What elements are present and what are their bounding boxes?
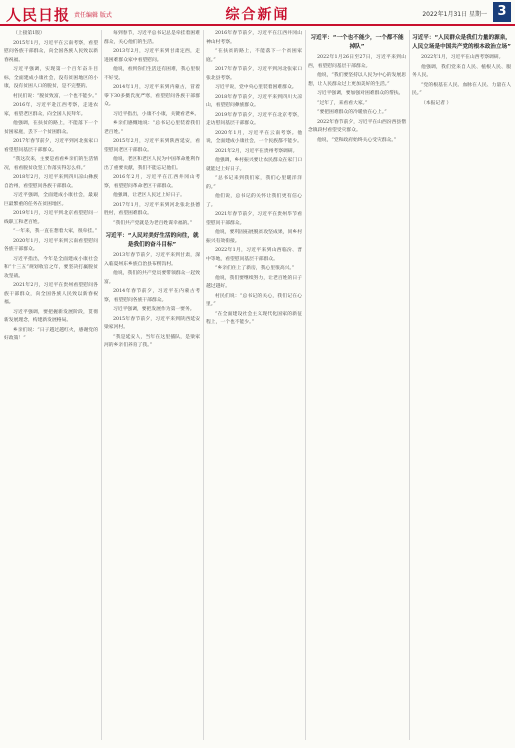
- article-3-para-2: 他说，我们的共产党员要带领群众一起致富。: [104, 271, 200, 285]
- article-1-para-4: 村民们说：“脱贫致富，一个也不能少。”: [13, 93, 98, 99]
- column-divider: [101, 30, 102, 740]
- article-2-para-9: 2016年2月，习近平在江西井冈山考察，看望慰问革命老区干部群众。: [104, 175, 200, 189]
- article-1-para-1: （上接第1版）: [13, 31, 45, 36]
- article-4-para-5: 他们说，总书记的关怀让我们更有信心了。: [206, 194, 302, 208]
- column-divider: [409, 30, 410, 740]
- article-5-para-5: “要把困难群众的冷暖放在心上。”: [317, 110, 387, 115]
- article-5-para-3: 习近平强调，要加强对困难群众的帮扶。: [317, 91, 404, 96]
- article-1-para-17: 乡亲们说：“日子越过越红火，感谢党的好政策！”: [4, 327, 98, 341]
- article-3-para-11: 2018年春节前夕，习近平来到四川大凉山，看望慰问彝族群众。: [206, 94, 302, 108]
- column-1: [4, 30, 98, 740]
- article-2-para-4: 2014年1月，习近平来到内蒙古，冒着零下30多摄氏度严寒，看望慰问各族干部群众。: [104, 85, 200, 107]
- article-3-para-9: 2017年春节前夕，习近平到河北张家口张北县考察。: [206, 67, 302, 81]
- article-3-para-4: 习近平强调，要把发展作为第一要务。: [113, 307, 195, 312]
- article-4-para-8: 2022年1月，习近平来到山西临汾、晋中等地，看望慰问基层干部群众。: [206, 248, 302, 262]
- article-1-para-3: 习近平强调，实现第一个百年奋斗目标，全面建成小康社会，没有贫困地区的小康，没有贫困人口的脱贫，是不完整的。: [4, 67, 98, 89]
- article-2-para-2: 2013年2月，习近平来到甘肃定西，走进困难群众家中看望慰问。: [104, 49, 200, 63]
- article-3-title: 习近平：“人民对美好生活的向往，就是我们的奋斗目标”: [105, 233, 199, 248]
- article-1-para-7: 2017年春节前夕，习近平到河北张家口看望慰问基层干部群众。: [4, 139, 98, 153]
- column-divider: [203, 30, 204, 740]
- article-3-para-10: 习近平说，党中央心里装着困难群众。: [215, 85, 297, 90]
- masthead: 人民日报: [6, 6, 71, 24]
- article-1-para-10: 习近平强调，全面建成小康社会，最艰巨最繁重的任务在贫困地区。: [4, 193, 98, 207]
- article-4-para-10: 他说，我们要继续努力，让老百姓的日子越过越好。: [206, 275, 302, 289]
- column-divider: [305, 30, 306, 740]
- article-3-para-7: 2016年春节前夕，习近平在江西井冈山神山村考察。: [206, 31, 302, 45]
- article-2-para-8: 他说，老区和老区人民为中国革命胜利作出了重要贡献，我们不能忘记他们。: [104, 157, 200, 171]
- article-1-para-6: 他强调，在扶贫的路上，不能落下一个贫困家庭，丢下一个贫困群众。: [4, 121, 98, 135]
- section-title: 综合新闻: [225, 7, 290, 23]
- article-3-para-5: 2015年春节前夕，习近平来到陕西延安梁家河村。: [104, 316, 200, 330]
- article-3-para-8: “在扶贫的路上，不能落下一个贫困家庭。”: [206, 49, 302, 63]
- article-4-para-3: 他强调，乡村振兴要让农民群众在家门口就能过上好日子。: [206, 158, 302, 172]
- page-header: [0, 0, 515, 26]
- article-4-para-4: “总书记来到我们家，我们心里暖洋洋的。”: [206, 176, 302, 190]
- article-4-para-7: 他说，要巩固拓展脱贫攻坚成果，同乡村振兴有效衔接。: [206, 230, 302, 244]
- column-5: [412, 30, 511, 740]
- article-1-para-8: “我这次来，主要是看看乡亲们的生活情况，看看脱贫攻坚工作落实得怎么样。”: [4, 157, 98, 171]
- publish-date: 2022年1月31日 星期一: [422, 11, 487, 18]
- article-4-para-11: 村民们说：“总书记的关心，我们记在心里。”: [206, 293, 302, 307]
- article-1-para-5: 2016年，习近平赴江西考察，走进农家，看望老区群众，向全国人民拜年。: [4, 103, 98, 117]
- article-5-para-6: 2022年春节前夕，习近平在山西汾西县僧念镇段村看望受灾群众。: [308, 119, 406, 133]
- article-2-para-10: 他强调，让老区人民过上好日子。: [113, 193, 185, 198]
- article-2-para-11: 2017年1月，习近平来到河北张北县德胜村，看望困难群众。: [104, 202, 200, 216]
- column-3: [206, 30, 302, 740]
- article-3-para-12: 2019年春节前夕，习近平在北京考察，走访慰问基层干部群众。: [206, 112, 302, 126]
- article-5-para-7: 他说，“党和政府始终关心受灾群众。”: [317, 137, 397, 143]
- page-number: 3: [493, 2, 511, 22]
- article-1-para-2: 2015年1月，习近平在云南考察，看望慰问各族干部群众，向全国各族人民致以新春祝福。: [4, 40, 98, 63]
- article-6-para-3: “党的根基在人民、血脉在人民、力量在人民。”: [412, 82, 511, 96]
- edition-subtitle: 责任编辑 版式: [74, 12, 112, 19]
- article-1-para-9: 2018年2月，习近平来到四川凉山彝族自治州，看望慰问各族干部群众。: [4, 175, 98, 189]
- article-5-para-1: 2022年1月26日至27日，习近平来到山西，看望慰问基层干部群众。: [308, 55, 406, 69]
- article-5-para-2: 他说，“我们要坚持以人民为中心的发展思想，让人民群众过上更加美好的生活。”: [308, 73, 406, 87]
- article-5-para-4: “过年了，来看看大家。”: [317, 100, 368, 106]
- article-4-para-6: 2021年春节前夕，习近平在贵州毕节看望慰问干部群众。: [206, 212, 302, 226]
- article-3-para-1: 2013年春节前夕，习近平来到甘肃，深入临夏州东乡族自治县布楞沟村。: [104, 253, 200, 267]
- article-2-para-1: 每到春节，习近平总书记总是牵挂着困难群众，关心他们的生活。: [104, 31, 200, 45]
- article-1-para-15: 2021年2月，习近平在贵州看望慰问各族干部群众，向全国各族人民致以新春祝福。: [4, 283, 98, 305]
- article-3-para-6: “我是延安人，当年在这里插队，是梁家河的乡亲们养育了我。”: [104, 334, 200, 348]
- article-6-para-1: 2022年1月，习近平在山西考察调研。: [421, 55, 504, 60]
- article-2-para-3: 他说，看到你们生活还有困难，我心里很不好受。: [104, 67, 200, 81]
- article-6-para-4: （本报记者 ）: [421, 100, 452, 106]
- article-2-para-5: 习近平指出，小康不小康，关键看老乡。: [113, 111, 200, 117]
- article-3-para-3: 2014年春节前夕，习近平在内蒙古考察，看望慰问各族干部群众。: [104, 289, 200, 303]
- column-4: [308, 30, 406, 740]
- article-6-para-2: 他强调，我们党来自人民、植根人民、服务人民。: [412, 64, 511, 78]
- article-1-para-16: 习近平强调，要把握新发展阶段，贯彻新发展理念，构建新发展格局。: [4, 309, 98, 323]
- column-2: [104, 30, 200, 740]
- article-2-para-6: 乡亲们感慨地说：“总书记心里装着我们老百姓。”: [104, 121, 200, 135]
- article-1-para-11: 2019年1月，习近平到北京看望慰问一线职工和老百姓。: [4, 211, 98, 225]
- article-4-para-1: 2020年1月，习近平在云南考察。他说，全面建成小康社会，一个民族都不能少。: [206, 130, 302, 144]
- article-6-title: 习近平：“人民群众是我们力量的源泉，人民立场是中国共产党的根本政治立场”: [412, 35, 511, 50]
- article-1-para-12: “一年来，我一直在想着大家，很牵挂。”: [13, 229, 98, 234]
- article-2-para-12: “我们共产党就是为老百姓谋幸福的。”: [113, 220, 193, 226]
- article-4-para-2: 2021年2月，习近平在贵州考察调研。: [215, 148, 298, 154]
- article-1-para-13: 2020年1月，习近平来到云南看望慰问各族干部群众。: [4, 238, 98, 252]
- article-1-para-14: 习近平指出，今年是全面建成小康社会和“十三五”规划收官之年，要坚决打赢脱贫攻坚战。: [4, 256, 98, 279]
- article-5-title: 习近平：“一个也不能少，一个都不能掉队”: [310, 35, 404, 50]
- article-4-para-12: “在全面建设社会主义现代化国家的新征程上，一个也不能少。”: [206, 311, 302, 325]
- article-4-para-9: “乡亲们住上了新房，我心里很高兴。”: [215, 266, 295, 271]
- article-2-para-7: 2015年2月，习近平来到陕西延安，看望慰问老区干部群众。: [104, 139, 200, 153]
